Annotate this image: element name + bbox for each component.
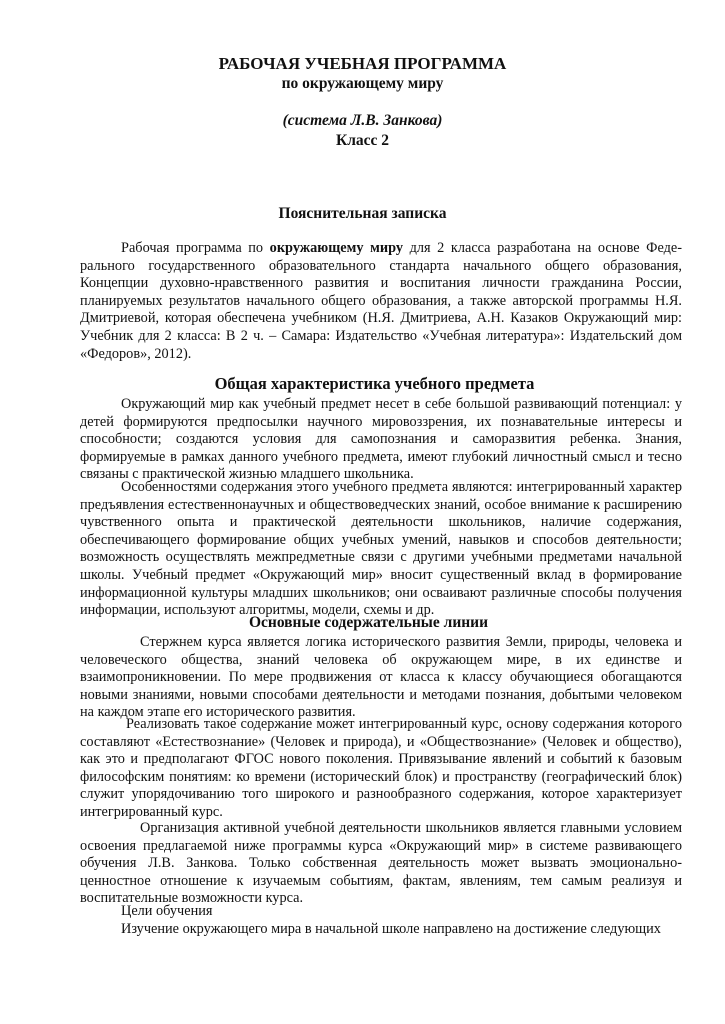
general-paragraph-1: Окружающий мир как учебный предмет несет в себе большой развивающий потенциал: у детей формируются предпосылки научного мировоззрения, их познавательные интересы и способности; создаются условия для самопознания и саморазвития ребенка. Знания, формируемые в рамках данного учебного предмета, имеют глубокий личностный смысл и тесно связаны с практической жизнью младшего школьника. — [80, 396, 682, 483]
general-characteristics-heading: Общая характеристика учебного предмета — [214, 374, 535, 393]
document-subject: по окружающему миру — [281, 75, 444, 92]
paragraph-text: для 2 класса разработана на основе Федерального государственного образовательного стандарта начального общего образования, Концепции духовно-нравственного развития и воспитания личности гражданина России, планируемых результатов начального общего образования, а также авторской программы Н.Я. Дмитриевой, которая обеспечена учебником (Н.Я. Дмитриева, А.Н. Казаков Окружающий мир: Учебник для 2 класса: В 2 ч. – Самара: Издательство «Учебная литература»: Издательский дом «Федоров», 2012). — [80, 240, 683, 362]
subject-name-bold: окружающему миру — [269, 240, 403, 256]
explanatory-note-heading: Пояснительная записка — [278, 205, 447, 222]
content-lines-paragraph-1: Стержнем курса является логика исторического развития Земли, природы, человека и человеческого общества, знаний человека об окружающем мире, в их единстве и взаимопроникновении. По мере продвижения от класса к классу обучающиеся обогащаются новыми знаниями, новыми способами деятельности и методами познания, добытыми человеком на каждом этапе его исторического развития. — [80, 634, 682, 721]
content-lines-paragraph-4: Изучение окружающего мира в начальной школе направлено на достижение следующих — [121, 921, 661, 937]
document-system: (система Л.В. Занкова) — [282, 112, 443, 129]
content-lines-paragraph-2: Реализовать такое содержание может интегрированный курс, основу содержания которого составляют «Естествознание» (Человек и природа), и «Обществознание» (Человек и общество), как это и предполагают ФГОС нового поколения. Привязывание явлений и событий к базовым философским понятиям: ко времени (исторический блок) и пространству (географический блок) служит упорядочиванию того широкого и разнообразного содержания, которое характеризует интегрированный курс. — [80, 716, 682, 820]
document-grade: Класс 2 — [335, 132, 390, 149]
learning-goals-label: Цели обучения — [121, 903, 213, 919]
document-title: РАБОЧАЯ УЧЕБНАЯ ПРОГРАММА — [218, 54, 507, 73]
general-paragraph-2: Особенностями содержания этого учебного предмета являются: интегрированный характер предъявления естественнонаучных и обществоведческих знаний, особое внимание к расширению чувственного опыта и практической деятельности школьников, наличие содержания, обеспечивающего формирование общих учебных умений, навыков и способов деятельности; возможность осуществлять межпредметные связи с другими учебными предметами начальной школы. Учебный предмет «Окружающий мир» вносит существенный вклад в формирование информационной культуры младших школьников; они осваивают различные способы получения информации, используют алгоритмы, модели, схемы и др. — [80, 479, 682, 619]
content-lines-paragraph-3: Организация активной учебной деятельности школьников является главными условием освоения предлагаемой ниже программы курса «Окружающий мир» в системе развивающего обучения Л.В. Занкова. Только собственная деятельность может вызвать эмоционально-ценностное отношение к изучаемым событиям, фактам, явлениям, тем самым реализуя и воспитательные возможности курса. — [80, 820, 682, 907]
explanatory-note-paragraph — [80, 240, 682, 363]
paragraph-text: Рабочая программа по — [121, 240, 270, 256]
content-lines-heading: Основные содержательные линии — [248, 614, 489, 631]
